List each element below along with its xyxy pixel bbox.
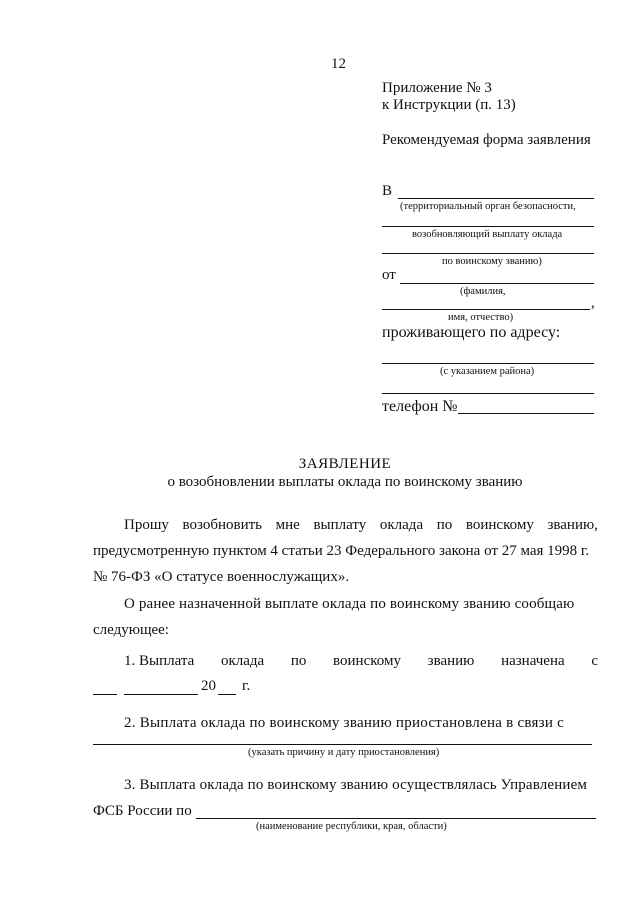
paragraph-1-line-2: предусмотренную пунктом 4 статьи 23 Федерального закона от 27 мая 1998 г.: [93, 543, 590, 559]
item-3-prefix: ФСБ России по: [93, 803, 192, 819]
from-hint-1: (фамилия,: [460, 286, 506, 297]
appendix-instruction-ref: к Инструкции (п. 13): [382, 97, 516, 113]
item1-word: званию: [427, 653, 475, 669]
to-hint-1: (территориальный орган безопасности,: [400, 201, 576, 212]
page-number: 12: [331, 56, 346, 72]
p1-word: оклада: [379, 517, 424, 533]
from-hint-2: имя, отчество): [448, 312, 514, 323]
phone-label: телефон №: [382, 398, 458, 415]
p1-word: выплату: [313, 517, 367, 533]
from-field-line-2: [382, 309, 590, 310]
phone-field-line: [458, 413, 594, 414]
paragraph-1-line-3: № 76-ФЗ «О статусе военнослужащих».: [93, 569, 350, 585]
p1-word: воинскому: [465, 517, 534, 533]
to-hint-3: по воинскому званию): [442, 256, 542, 267]
paragraph-1-line-1: [124, 517, 598, 534]
item-3-region-field: [196, 818, 596, 819]
item1-word: назначена: [501, 653, 565, 669]
from-prefix: от: [382, 267, 396, 283]
to-hint-2: возобновляющий выплату оклада: [412, 229, 563, 240]
p1-word: по: [436, 517, 453, 533]
item-1-year-prefix: 20: [201, 678, 216, 694]
from-field-line-1: [400, 283, 594, 284]
item1-word: по: [290, 653, 307, 669]
item-2-line-1: 2. Выплата оклада по воинскому званию приостановлена в связи с: [124, 715, 565, 731]
item-2-reason-field: [93, 744, 592, 745]
statement-subtitle: о возобновлении выплаты оклада по воинскому званию: [167, 474, 523, 490]
p1-word: званию,: [547, 517, 598, 533]
item-3-hint: (наименование республики, края, области): [256, 821, 447, 832]
to-field-line-1: [398, 198, 594, 199]
item1-word: оклада: [220, 653, 265, 669]
item1-word: 1. Выплата: [124, 653, 195, 669]
item-1-line-1: [124, 653, 598, 670]
item1-word: воинскому: [333, 653, 401, 669]
item-1-day-field: [93, 694, 117, 695]
address-field-line-1: [382, 363, 594, 364]
paragraph-2-line-2: следующее:: [93, 622, 169, 638]
to-prefix: В: [382, 183, 393, 199]
statement-title: ЗАЯВЛЕНИЕ: [298, 456, 392, 472]
item-1-year-field: [218, 694, 236, 695]
item-3-line-1: 3. Выплата оклада по воинскому званию осуществлялась Управлением: [124, 777, 588, 793]
address-hint: (с указанием района): [440, 366, 535, 377]
p1-word: Прошу: [124, 517, 169, 533]
item1-word: с: [591, 653, 598, 669]
appendix-number: Приложение № 3: [382, 80, 492, 96]
recommended-form-note: Рекомендуемая форма заявления: [382, 132, 591, 148]
to-field-line-3: [382, 253, 594, 254]
residing-label: проживающего по адресу:: [382, 324, 561, 341]
p1-word: мне: [275, 517, 300, 533]
address-field-line-2: [382, 393, 594, 394]
to-field-line-2: [382, 226, 594, 227]
from-comma: ,: [591, 295, 595, 311]
paragraph-2-line-1: О ранее назначенной выплате оклада по воинскому званию сообщаю: [124, 596, 575, 612]
item-2-hint: (указать причину и дату приостановления): [248, 747, 440, 758]
item-1-year-suffix: г.: [242, 678, 251, 694]
p1-word: возобновить: [182, 517, 262, 533]
item-1-month-field: [124, 694, 198, 695]
